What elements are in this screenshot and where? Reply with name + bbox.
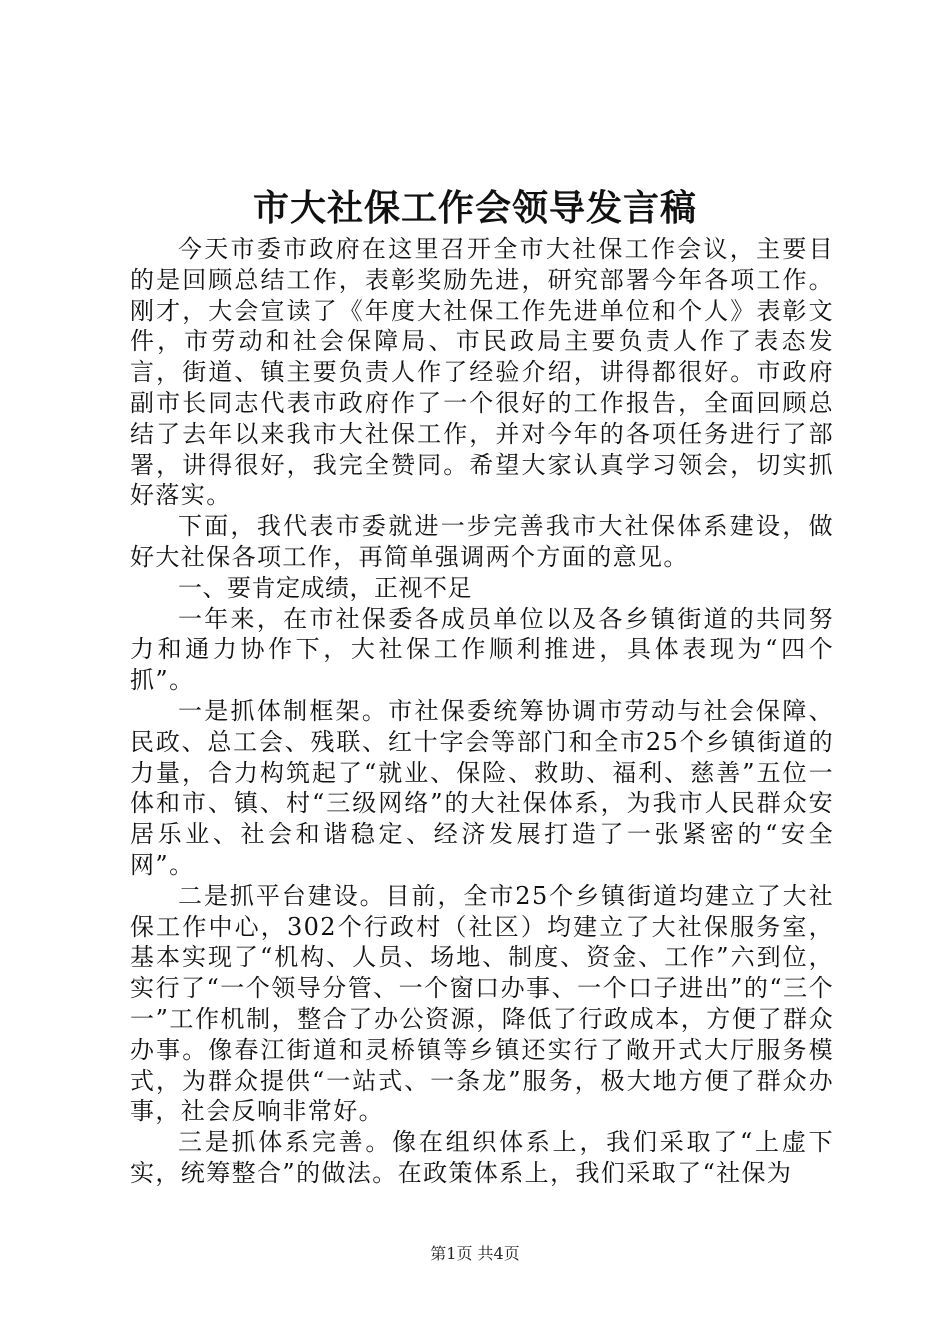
paragraph-platform: 二是抓平台建设。目前，全市25个乡镇街道均建立了大社保工作中心，302个行政村（社区）均建立了大社保服务室，基本实现了“机构、人员、场地、制度、资金、工作”六到位，实行了“一个领导分管、一个窗口办事、一个口子进出”的“三个一”工作机制，整合了办公资源，降低了行政成本，方便了群众办事。像春江街道和灵桥镇等乡镇还实行了敞开式大厅服务模式，为群众提供“一站式、一条龙”服务，极大地方便了群众办事，社会反响非常好。 xyxy=(130,881,834,1126)
page-number: 第1页 共4页 xyxy=(430,1244,520,1263)
document-title: 市大社保工作会领导发言稿 xyxy=(252,187,697,229)
paragraph-achievements: 一年来，在市社保委各成员单位以及各乡镇街道的共同努力和通力协作下，大社保工作顺利推进，具体表现为“四个抓”。 xyxy=(130,604,834,695)
paragraph-intro: 今天市委市政府在这里召开全市大社保工作会议，主要目的是回顾总结工作，表彰奖励先进，研究部署今年各项工作。刚才，大会宣读了《年度大社保工作先进单位和个人》表彰文件，市劳动和社会保障局、市民政局主要负责人作了表态发言，街道、镇主要负责人作了经验介绍，讲得都很好。市政府副市长同志代表市政府作了一个很好的工作报告，全面回顾总结了去年以来我市大社保工作，并对今年的各项任务进行了部署，讲得很好，我完全赞同。希望大家认真学习领会，切实抓好落实。 xyxy=(130,235,834,510)
document-body xyxy=(130,234,834,1189)
paragraph-system: 三是抓体系完善。像在组织体系上，我们采取了“上虚下实，统筹整合”的做法。在政策体系上，我们采取了“社保为 xyxy=(130,1128,834,1187)
section-heading: 一、要肯定成绩，正视不足 xyxy=(178,573,472,602)
paragraph-opinions: 下面，我代表市委就进一步完善我市大社保体系建设，做好大社保各项工作，再简单强调两个方面的意见。 xyxy=(130,512,834,571)
paragraph-framework: 一是抓体制框架。市社保委统筹协调市劳动与社会保障、民政、总工会、残联、红十字会等部门和全市25个乡镇街道的力量，合力构筑起了“就业、保险、救助、福利、慈善”五位一体和市、镇、村“三级网络”的大社保体系，为我市人民群众安居乐业、社会和谐稳定、经济发展打造了一张紧密的“安全网”。 xyxy=(130,696,834,879)
